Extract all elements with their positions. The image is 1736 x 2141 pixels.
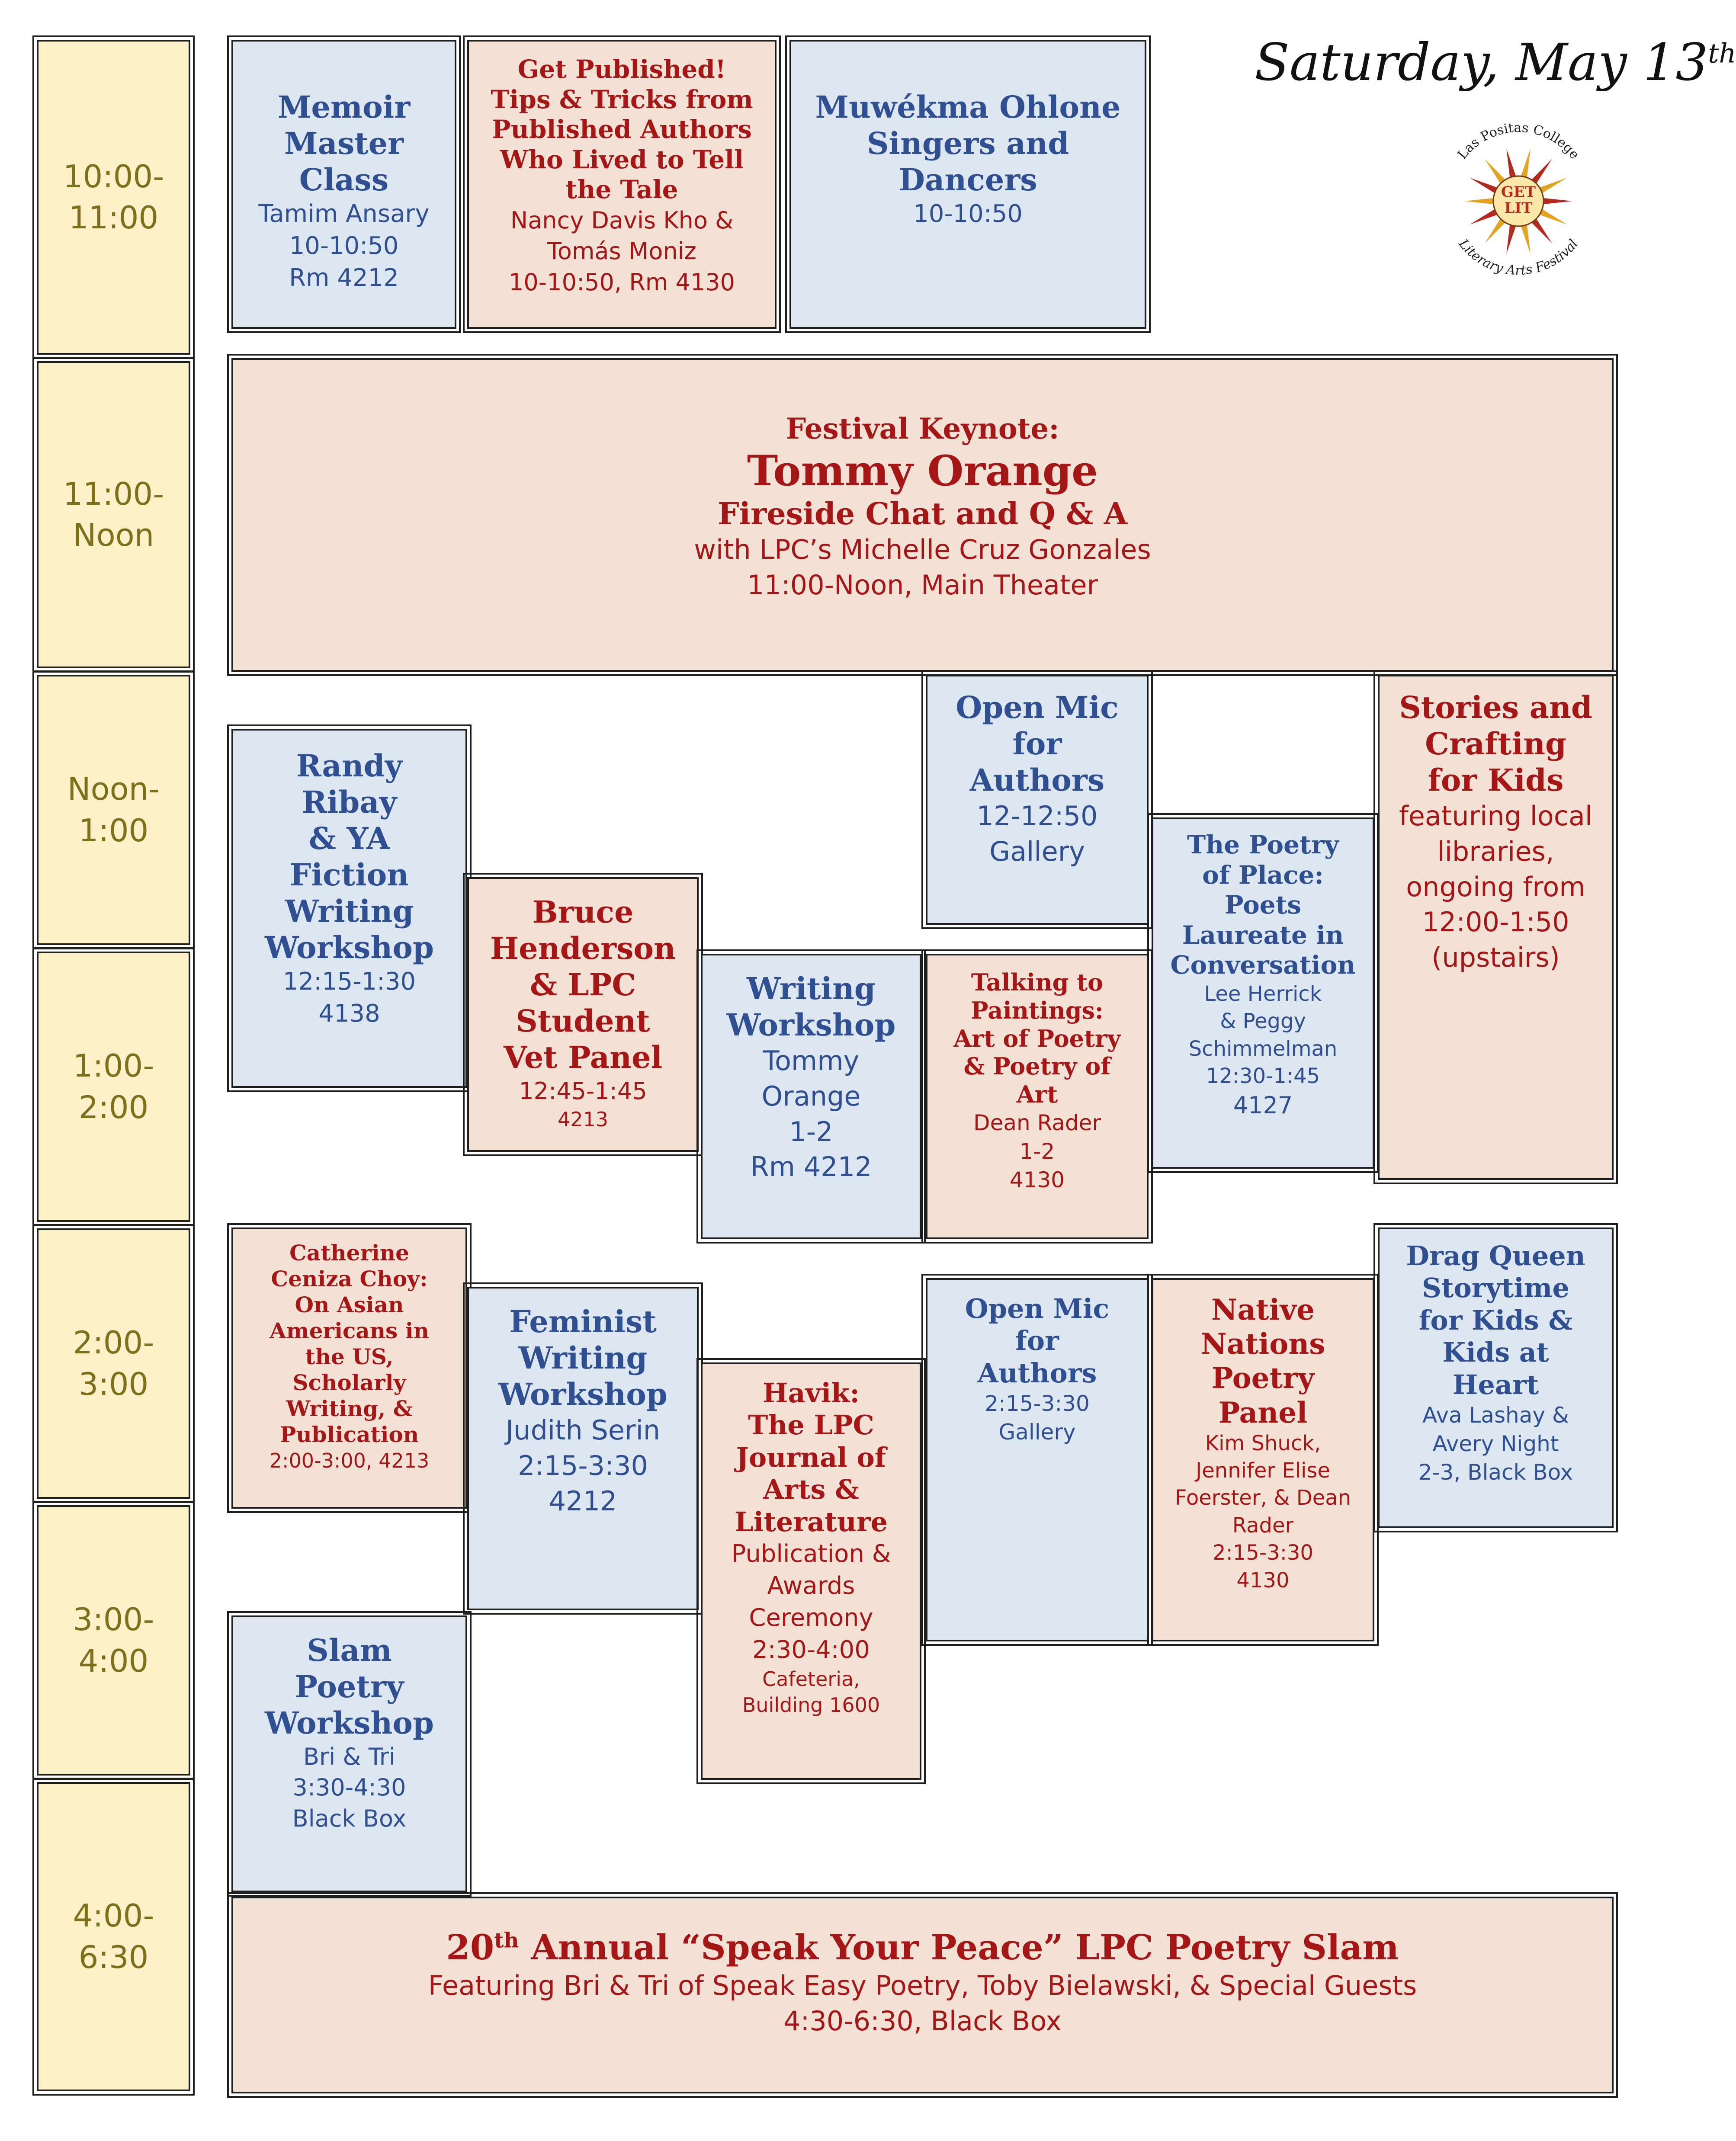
event-open-mic-afternoon: Open Mic for Authors 2:15-3:30 Gallery xyxy=(926,1278,1149,1641)
event-catherine-ceniza-choy: Catherine Ceniza Choy: On Asian Americans in the US, Scholarly Writing, & Publication 2:00-3:00, 4213 xyxy=(231,1228,467,1509)
event-poetry-of-place: The Poetry of Place: Poets Laureate in Conversation Lee Herrick & Peggy Schimmelman 12:30-1:45 4127 xyxy=(1152,817,1374,1169)
time-slot: 3:00- 4:00 xyxy=(37,1505,190,1776)
event-memoir-master-class: Memoir Master Class Tamim Ansary 10-10:50 Rm 4212 xyxy=(231,40,456,329)
logo-ray xyxy=(1540,198,1572,205)
svg-text:Las Positas College: Las Positas College xyxy=(1454,120,1582,162)
time-slot: 11:00- Noon xyxy=(37,361,190,668)
event-havik-journal: Havik: The LPC Journal of Arts & Literature Publication & Awards Ceremony 2:30-4:00 Cafeteria, Building 1600 xyxy=(701,1362,921,1780)
get-lit-logo xyxy=(1428,108,1609,290)
time-slot: Noon- 1:00 xyxy=(37,675,190,945)
event-randy-ribay-workshop: Randy Ribay & YA Fiction Writing Workshop 12:15-1:30 4138 xyxy=(231,729,467,1088)
event-bruce-henderson-panel: Bruce Henderson & LPC Student Vet Panel 12:45-1:45 4213 xyxy=(467,877,699,1152)
event-feminist-writing-workshop: Feminist Writing Workshop Judith Serin 2:15-3:30 4212 xyxy=(467,1287,699,1610)
event-drag-queen-storytime: Drag Queen Storytime for Kids & Kids at Heart Ava Lashay & Avery Night 2-3, Black Box xyxy=(1378,1228,1614,1528)
event-get-published: Get Published! Tips & Tricks from Published Authors Who Lived to Tell the Tale Nancy Davis Kho & Tomás Moniz 10-10:50, Rm 4130 xyxy=(467,40,777,329)
time-slot: 4:00- 6:30 xyxy=(37,1782,190,2091)
svg-text:GET: GET xyxy=(1501,183,1536,201)
time-slot: 1:00- 2:00 xyxy=(37,952,190,1222)
event-writing-workshop: Writing Workshop Tommy Orange 1-2 Rm 4212 xyxy=(701,954,921,1239)
event-slam-poetry-workshop: Slam Poetry Workshop Bri & Tri 3:30-4:30 Black Box xyxy=(231,1615,467,1892)
event-talking-to-paintings: Talking to Paintings: Art of Poetry & Poetry of Art Dean Rader 1-2 4130 xyxy=(926,954,1149,1239)
time-slot: 2:00- 3:00 xyxy=(37,1228,190,1499)
logo-ray xyxy=(1464,198,1497,205)
event-stories-and-crafting: Stories and Crafting for Kids featuring local libraries, ongoing from 12:00-1:50 (upstairs) xyxy=(1378,675,1614,1180)
svg-text:LIT: LIT xyxy=(1504,199,1533,217)
event-poetry-slam: 20th Annual “Speak Your Peace” LPC Poetry Slam Featuring Bri & Tri of Speak Easy Poetry, Toby Bielawski, & Special Guests 4:30-6:30, Black Box xyxy=(231,1897,1614,2093)
event-native-nations-poetry-panel: Native Nations Poetry Panel Kim Shuck, Jennifer Elise Foerster, & Dean Rader 2:15-3:30 4130 xyxy=(1152,1278,1374,1641)
event-open-mic-noon: Open Mic for Authors 12-12:50 Gallery xyxy=(926,675,1149,925)
time-slot: 10:00- 11:00 xyxy=(37,40,190,355)
schedule-date: Saturday, May 13th xyxy=(1255,32,1736,92)
event-muwekma-ohlone: Muwékma Ohlone Singers and Dancers 10-10:50 xyxy=(789,40,1146,329)
svg-text:Literary Arts Festival: Literary Arts Festival xyxy=(1455,236,1582,279)
event-festival-keynote: Festival Keynote: Tommy Orange Fireside Chat and Q & A with LPC’s Michelle Cruz Gonzales 11:00-Noon, Main Theater xyxy=(231,358,1614,672)
